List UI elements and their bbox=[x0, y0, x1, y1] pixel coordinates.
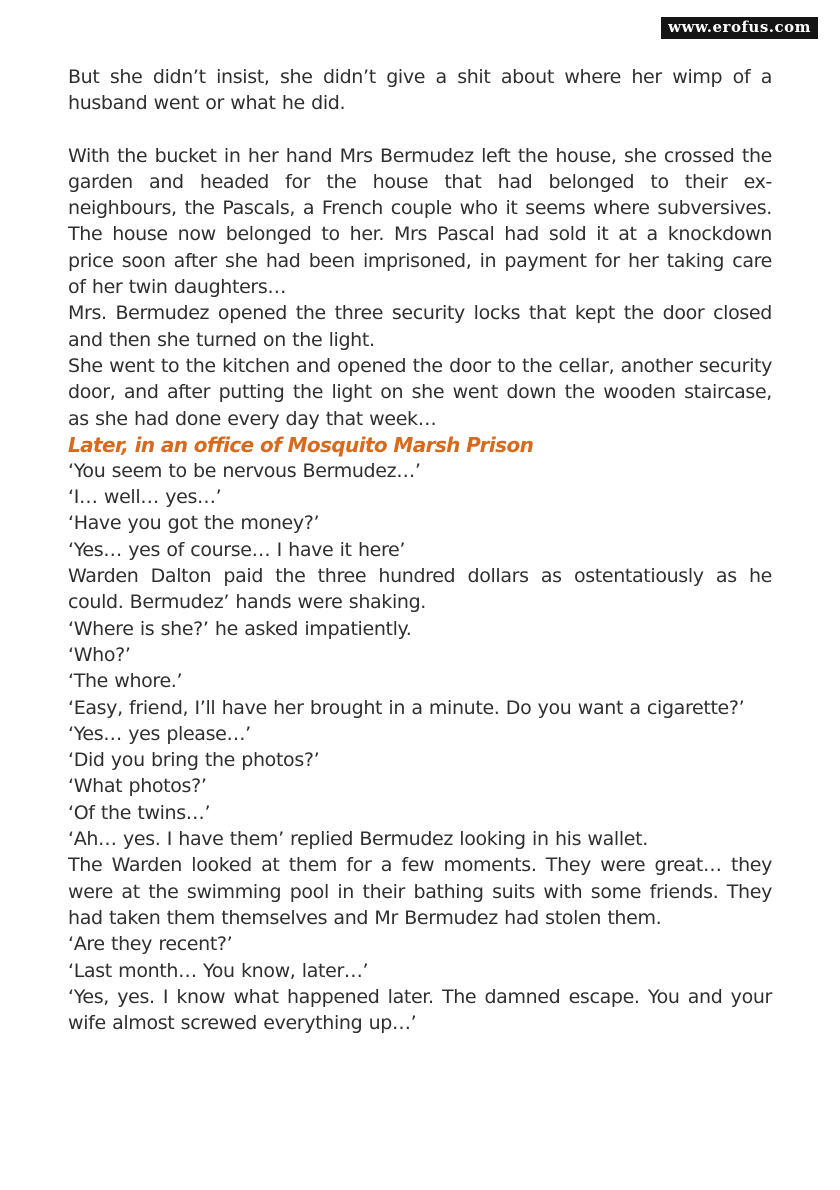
dialogue-line: ‘Yes… yes please…’ bbox=[68, 722, 251, 745]
dialogue-line: ‘Yes… yes of course… I have it here’ bbox=[68, 538, 406, 561]
dialogue-line: ‘Did you bring the photos?’ bbox=[68, 749, 320, 772]
narration-line: The Warden looked at them for a few moments. They were great… they were at the swimming pool in their bathing suits with some friends. They had taken them themselves and Mr Bermudez had stolen them. bbox=[68, 854, 772, 929]
dialogue-line: ‘The whore.’ bbox=[68, 670, 183, 693]
watermark-badge: www.erofus.com bbox=[661, 17, 818, 39]
dialogue-line: ‘Ah… yes. I have them’ replied Bermudez looking in his wallet. bbox=[68, 828, 648, 851]
scene-heading: Later, in an office of Mosquito Marsh Prison bbox=[68, 432, 534, 457]
dialogue-line: ‘What photos?’ bbox=[68, 775, 207, 798]
dialogue-line: ‘Easy, friend, I’ll have her brought in a minute. Do you want a cigarette?’ bbox=[68, 696, 745, 719]
document-page bbox=[68, 64, 772, 1036]
dialogue-line: ‘You seem to be nervous Bermudez…’ bbox=[68, 459, 421, 482]
paragraph-bucket: With the bucket in her hand Mrs Bermudez left the house, she crossed the garden and headed for the house that had belonged to their ex-neighbours, the Pascals, a French couple who it seems where subversives. The house now belonged to her. Mrs Pascal had sold it at a knockdown price soon after she had been imprisoned, in payment for her taking care of her twin daughters… bbox=[68, 144, 772, 299]
dialogue-line: ‘Who?’ bbox=[68, 643, 131, 666]
narration-line: Warden Dalton paid the three hundred dollars as ostentatiously as he could. Bermudez’ hands were shaking. bbox=[68, 565, 772, 614]
dialogue-line: ‘Of the twins…’ bbox=[68, 801, 211, 824]
dialogue-line: ‘I… well… yes…’ bbox=[68, 486, 222, 509]
paragraph-husband: But she didn’t insist, she didn’t give a shit about where her wimp of a husband went or what he did. bbox=[68, 66, 772, 115]
paragraph-locks: Mrs. Bermudez opened the three security locks that kept the door closed and then she turned on the light. bbox=[68, 302, 772, 351]
dialogue-line: ‘Yes, yes. I know what happened later. The damned escape. You and your wife almost screwed everything up…’ bbox=[68, 985, 772, 1035]
paragraph-cellar: She went to the kitchen and opened the door to the cellar, another security door, and after putting the light on she went down the wooden staircase, as she had done every day that week… bbox=[68, 354, 772, 430]
dialogue-line: ‘Have you got the money?’ bbox=[68, 512, 320, 535]
dialogue-line: ‘Last month… You know, later…’ bbox=[68, 959, 369, 982]
dialogue-line: ‘Are they recent?’ bbox=[68, 933, 233, 956]
dialogue-line: ‘Where is she?’ he asked impatiently. bbox=[68, 617, 412, 640]
